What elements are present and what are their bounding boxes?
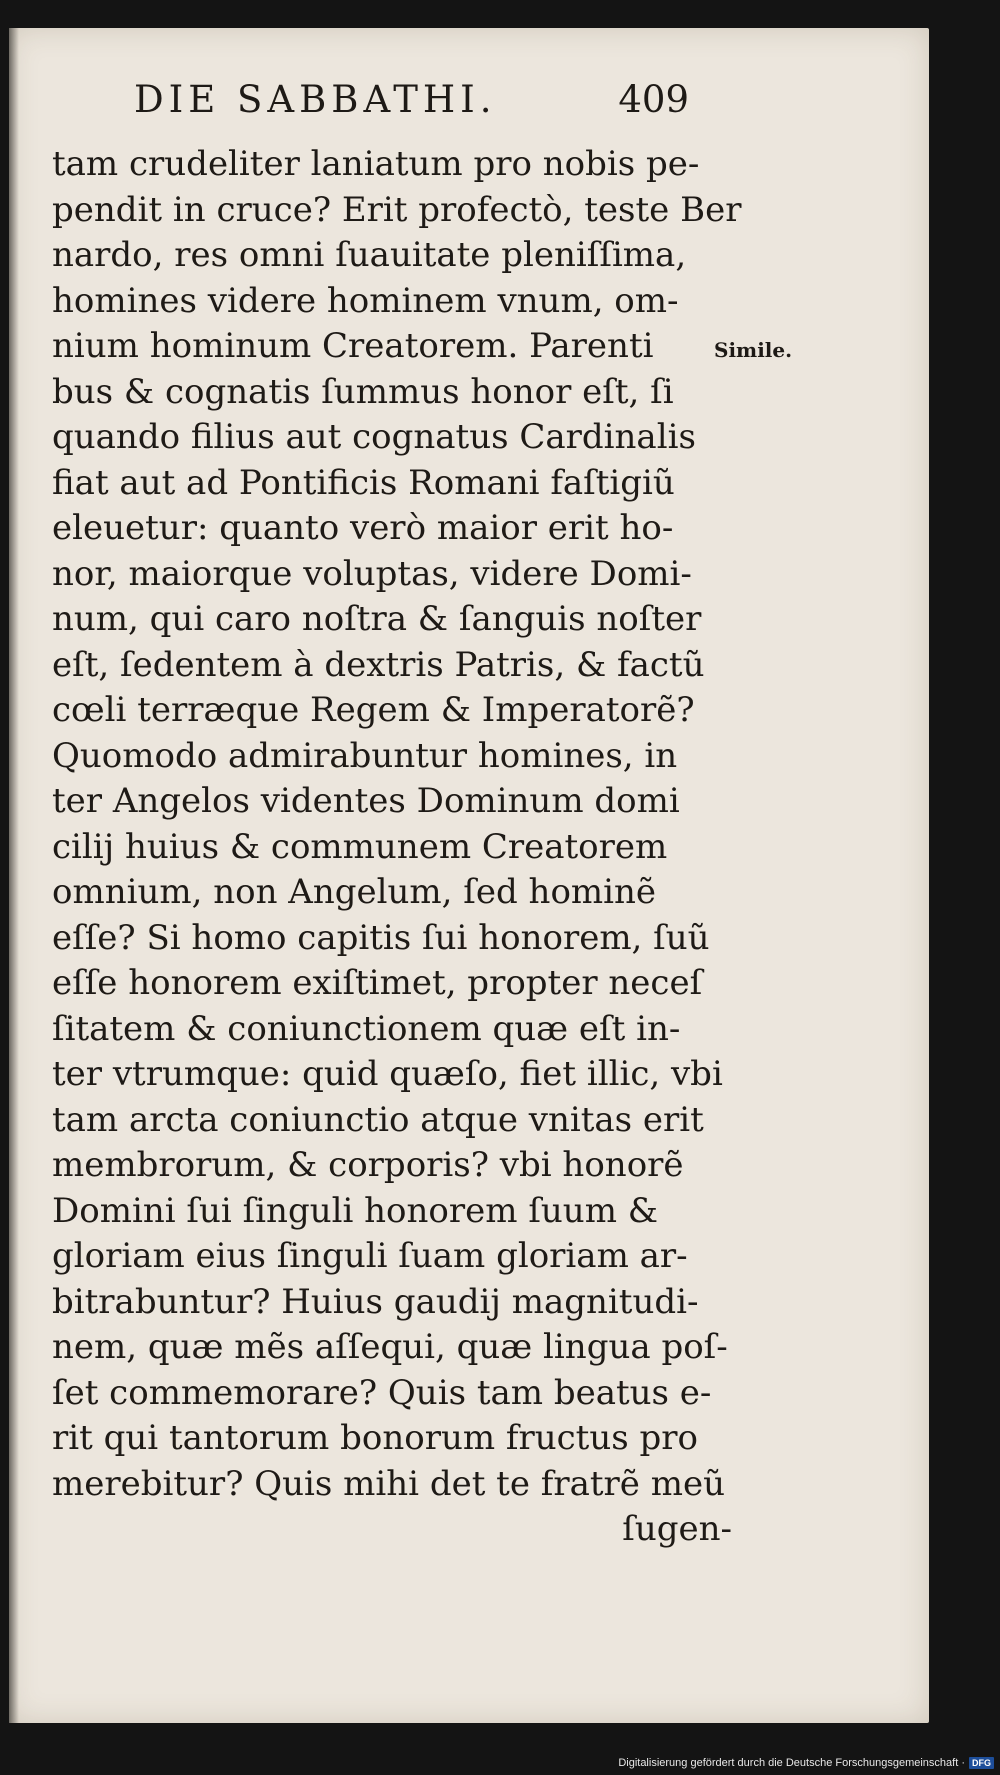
text-line: eſt, ſedentem à dextris Patris, & factũ (52, 644, 705, 685)
text-line: Domini ſui ſinguli honorem ſuum & (52, 1190, 659, 1231)
page-number: 409 (618, 78, 689, 121)
running-head: DIE SABBATHI. (134, 78, 497, 121)
text-line: membrorum, & corporis? vbi honorẽ (52, 1145, 684, 1185)
text-line: bitrabuntur? Huius gaudij magnitudi- (52, 1281, 699, 1322)
text-line: nardo, res omni ſuauitate pleniſſima, (52, 235, 687, 275)
text-line: ſitatem & coniunctionem quæ eſt in- (52, 1008, 681, 1049)
text-line: tam crudeliter laniatum pro nobis pe- (52, 144, 700, 184)
text-line: omnium, non Angelum, ſed hominẽ (52, 872, 657, 912)
digitization-footer (618, 1757, 994, 1769)
book-page (9, 28, 929, 1723)
text-line: Quomodo admirabuntur homines, in (52, 735, 678, 776)
text-line: homines videre hominem vnum, om- (52, 280, 679, 321)
catchword: ſugen- (622, 1509, 732, 1549)
text-line: eſſe? Si homo capitis ſui honorem, ſuũ (52, 917, 710, 958)
text-line: tam arcta coniunctio atque vnitas erit (52, 1099, 704, 1140)
text-line: cœli terræque Regem & Imperatorẽ? (52, 690, 695, 730)
text-line: rit qui tantorum bonorum fructus pro (52, 1418, 698, 1458)
text-line: pendit in cruce? Erit profectò, teste Ber (52, 189, 742, 230)
dfg-logo-icon: DFG (969, 1757, 994, 1769)
text-line: nem, quæ mẽs aſſequi, quæ lingua poſ- (52, 1327, 728, 1367)
page-header (119, 78, 689, 138)
text-line: ter Angelos videntes Dominum domi (52, 781, 680, 821)
text-line: quando filius aut cognatus Cardinalis (52, 417, 696, 457)
text-line: nium hominum Creatorem. Parenti (52, 326, 654, 366)
text-line: eſſe honorem exiſtimet, propter neceſ (52, 963, 703, 1003)
funding-credit: Digitalisierung gefördert durch die Deutsche Forschungsgemeinschaft · (618, 1757, 965, 1769)
text-line: fiat aut ad Pontificis Romani faſtigiũ (52, 462, 675, 503)
margin-note: Simile. (714, 338, 793, 362)
text-line: nor, maiorque voluptas, videre Domi- (52, 553, 692, 594)
text-line: gloriam eius ſinguli ſuam gloriam ar- (52, 1236, 688, 1276)
text-line: ter vtrumque: quid quæſo, fiet illic, vbi (52, 1054, 723, 1094)
text-line: bus & cognatis ſummus honor eſt, ſi (52, 371, 674, 412)
text-line: num, qui caro noſtra & ſanguis noſter (52, 599, 702, 639)
text-line: ſet commemorare? Quis tam beatus e- (52, 1372, 712, 1413)
text-line: merebitur? Quis mihi det te fratrẽ meũ (52, 1463, 725, 1504)
body-text (52, 142, 742, 1553)
text-line: cilij huius & communem Creatorem (52, 826, 668, 867)
text-line: eleuetur: quanto verò maior erit ho- (52, 508, 674, 548)
